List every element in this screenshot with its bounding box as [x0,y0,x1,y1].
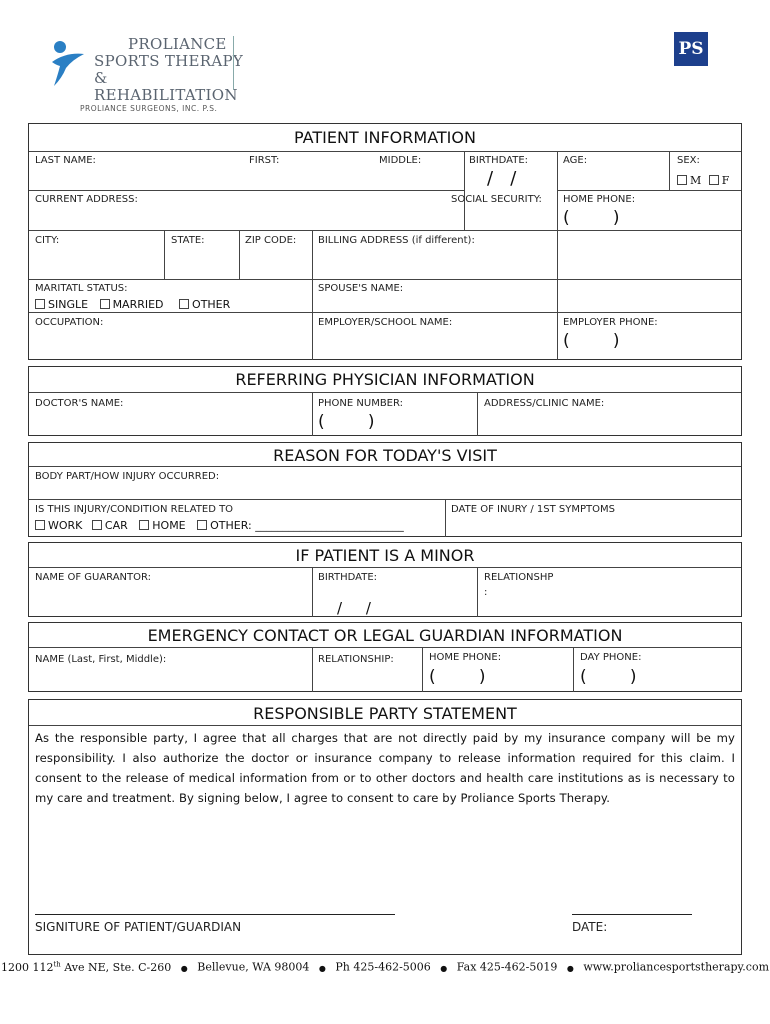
footer-city: Bellevue, WA 98004 [197,960,310,974]
emergency-relationship-label: RELATIONSHIP: [318,654,394,665]
sex-f-label: F [721,174,730,187]
single-label: SINGLE [48,298,89,311]
reason-header: REASON FOR TODAY'S VISIT [273,446,497,465]
sex-m-label: M [690,174,702,187]
other-checkbox[interactable] [179,299,189,309]
state-label: STATE: [171,235,205,246]
responsible-section [28,699,742,955]
married-label: MARRIED [112,298,164,311]
car-checkbox[interactable] [92,520,102,530]
logo-line3: & REHABILITATION [94,69,238,104]
home-checkbox[interactable] [139,520,149,530]
city-label: CITY: [35,235,60,246]
injury-related-label: IS THIS INJURY/CONDITION RELATED TO [35,504,234,515]
responsible-header: RESPONSIBLE PARTY STATEMENT [253,704,517,723]
emergency-home-phone-label: HOME PHONE: [429,652,502,663]
minor-header: IF PATIENT IS A MINOR [295,546,475,565]
footer-phone: Ph 425-462-5006 [335,960,431,974]
patient-info-header: PATIENT INFORMATION [294,128,476,147]
bullet-icon: ● [180,963,188,973]
middle-name-label: MIDDLE: [379,155,422,166]
footer [0,960,770,974]
bullet-icon: ● [566,963,574,973]
single-checkbox[interactable] [35,299,45,309]
footer-fax: Fax 425-462-5019 [456,960,558,974]
current-address-label: CURRENT ADDRESS: [35,194,138,205]
date-label: DATE: [572,920,608,934]
employer-name-label: EMPLOYER/SCHOOL NAME: [318,317,453,328]
signature-label: SIGNITURE OF PATIENT/GUARDIAN [35,920,242,934]
emergency-section [28,622,742,692]
logo-line2: SPORTS THERAPY [94,52,244,70]
home-phone-label: HOME PHONE: [563,194,636,205]
referring-phone-label: PHONE NUMBER: [318,398,404,409]
social-security-label: SOCIAL SECURITY: [451,194,542,205]
occupation-label: OCCUPATION: [35,317,104,328]
emergency-day-phone-label: DAY PHONE: [580,652,642,663]
guarantor-label: NAME OF GUARANTOR: [35,572,152,583]
minor-relationship-label: RELATIONSHP [484,572,554,583]
billing-address-label: BILLING ADDRESS (if different): [318,235,475,246]
responsible-statement: As the responsible party, I agree that all charges that are not directly paid by my insurance company will be my responsibility. I also authorize the doctor or insurance company to release information required for this claim. I consent to the release of medical information from or to other doctors and health care institutions as is necessary to my care and treatment. By signing below, I agree to consent to care by Proliance Sports Therapy. [35,731,735,805]
emergency-name-label: NAME (Last, First, Middle): [35,654,167,665]
minor-birthdate-slashes: / / [337,599,371,617]
birthdate-label: BIRTHDATE: [469,155,529,166]
sex-f-checkbox[interactable] [709,175,719,185]
athlete-figure-icon [48,38,88,90]
other-label: OTHER [192,298,231,311]
married-checkbox[interactable] [100,299,110,309]
first-name-label: FIRST: [249,155,280,166]
patient-info-section [28,123,742,360]
referring-header: REFERRING PHYSICIAN INFORMATION [235,370,535,389]
doctor-name-label: DOCTOR'S NAME: [35,398,124,409]
employer-phone-label: EMPLOYER PHONE: [563,317,658,328]
last-name-label: LAST NAME: [35,155,96,166]
other-injury-label: OTHER: ___________________________ [210,519,404,532]
referring-phone-parens: ( ) [318,412,375,432]
bullet-icon: ● [318,963,326,973]
car-label: CAR [104,519,128,532]
bullet-icon: ● [440,963,448,973]
home-phone-parens: ( ) [563,208,620,228]
logo-line1: PROLIANCE [128,35,227,53]
birthdate-slashes: / / [487,168,517,189]
reason-section [28,442,742,537]
signature-line[interactable] [35,914,395,915]
logo [48,34,248,114]
minor-relationship-colon: : [484,587,488,598]
employer-phone-parens: ( ) [563,331,620,351]
emergency-home-phone-parens: ( ) [429,667,486,687]
marital-status-label: MARITATL STATUS: [35,283,128,294]
footer-website-link[interactable]: www.proliancesportstherapy.com [583,960,770,974]
age-label: AGE: [563,155,588,166]
sex-label: SEX: [677,155,700,166]
date-of-injury-label: DATE OF INURY / 1ST SYMPTOMS [451,504,615,515]
date-line[interactable] [572,914,692,915]
spouse-name-label: SPOUSE'S NAME: [318,283,404,294]
referring-section [28,366,742,436]
logo-subtitle: PROLIANCE SURGEONS, INC. P.S. [80,104,218,113]
clinic-address-label: ADDRESS/CLINIC NAME: [484,398,605,409]
ps-badge-logo: PS [674,32,708,66]
home-label: HOME [152,519,186,532]
work-checkbox[interactable] [35,520,45,530]
body-part-label: BODY PART/HOW INJURY OCCURRED: [35,471,220,482]
other-injury-checkbox[interactable] [197,520,207,530]
work-label: WORK [48,519,83,532]
footer-address: 1200 112th Ave NE, Ste. C-260 [0,960,172,974]
zip-code-label: ZIP CODE: [245,235,297,246]
sex-m-checkbox[interactable] [677,175,687,185]
minor-birthdate-label: BIRTHDATE: [318,572,378,583]
minor-section [28,542,742,617]
emergency-day-phone-parens: ( ) [580,667,637,687]
emergency-header: EMERGENCY CONTACT OR LEGAL GUARDIAN INFORMATION [147,626,623,645]
